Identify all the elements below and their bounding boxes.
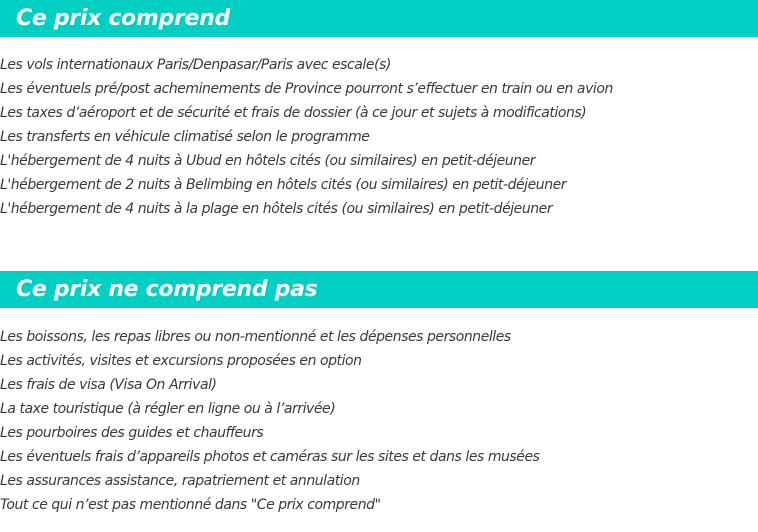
- list-item: La taxe touristique (à régler en ligne ou à l’arrivée): [0, 401, 336, 417]
- included-section: [0, 0, 758, 221]
- list-item: Les pourboires des guides et chauffeurs: [0, 425, 264, 441]
- list-item: Les activités, visites et excursions proposées en option: [0, 353, 362, 369]
- list-item: L'hébergement de 2 nuits à Belimbing en hôtels cités (ou similaires) en petit-déjeuner: [0, 177, 567, 193]
- list-item: Les vols internationaux Paris/Denpasar/Paris avec escale(s): [0, 57, 391, 73]
- excluded-title: Ce prix ne comprend pas: [16, 276, 318, 302]
- included-banner: [0, 0, 758, 37]
- list-item: Les éventuels pré/post acheminements de Province pourront s’effectuer en train ou en avion: [0, 81, 613, 97]
- excluded-list: [0, 325, 758, 517]
- list-item: Tout ce qui n’est pas mentionné dans "Ce prix comprend": [0, 497, 381, 513]
- list-item: Les frais de visa (Visa On Arrival): [0, 377, 217, 393]
- list-item: Les boissons, les repas libres ou non-mentionné et les dépenses personnelles: [0, 329, 511, 345]
- list-item: Les assurances assistance, rapatriement et annulation: [0, 473, 360, 489]
- list-item: L'hébergement de 4 nuits à la plage en hôtels cités (ou similaires) en petit-déjeuner: [0, 201, 553, 217]
- excluded-section: [0, 271, 758, 517]
- list-item: Les transferts en véhicule climatisé selon le programme: [0, 129, 370, 145]
- excluded-banner: [0, 271, 758, 308]
- list-item: Les éventuels frais d’appareils photos et caméras sur les sites et dans les musées: [0, 449, 540, 465]
- included-title: Ce prix comprend: [16, 5, 230, 31]
- list-item: L'hébergement de 4 nuits à Ubud en hôtels cités (ou similaires) en petit-déjeuner: [0, 153, 536, 169]
- list-item: Les taxes d’aéroport et de sécurité et frais de dossier (à ce jour et sujets à modifications): [0, 105, 587, 121]
- included-list: [0, 53, 758, 221]
